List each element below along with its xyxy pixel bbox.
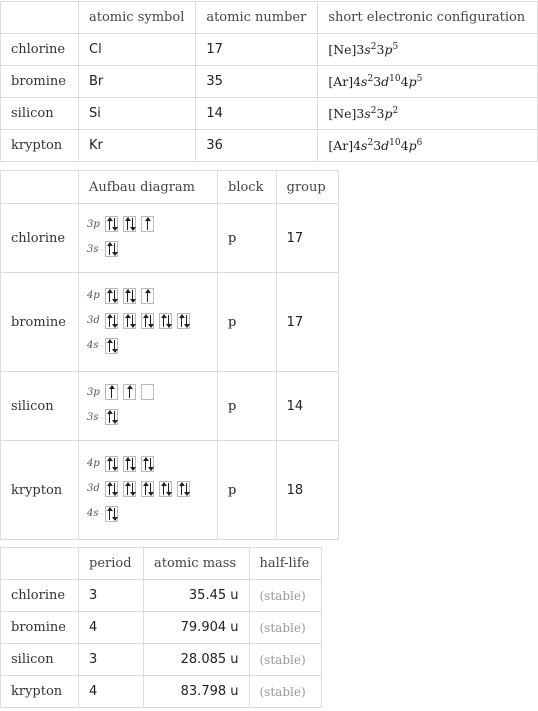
empty-header-cell (1, 171, 79, 204)
orbital-box (105, 216, 118, 232)
subshell-row (87, 286, 209, 305)
table-row (1, 580, 322, 612)
spin-down-arrow-icon (132, 315, 133, 327)
spin-up-arrow-icon (145, 458, 146, 470)
orbital-box (123, 288, 136, 304)
aufbau-diagram (79, 441, 218, 540)
subshell-letter: s (361, 74, 368, 89)
table-row (1, 676, 322, 708)
spin-up-arrow-icon (129, 386, 130, 398)
spin-up-arrow-icon (181, 483, 182, 495)
spin-down-arrow-icon (150, 315, 151, 327)
table-header-row (1, 548, 322, 580)
orbital-box (105, 481, 118, 497)
subshell-letter: d (381, 138, 390, 153)
group-value: 14 (276, 372, 338, 441)
subshell-letter: p (384, 106, 393, 121)
electron-count: 5 (416, 73, 423, 84)
spin-down-arrow-icon (114, 243, 115, 255)
spin-down-arrow-icon (186, 315, 187, 327)
electron-count: 5 (392, 41, 399, 52)
aufbau-diagram (79, 273, 218, 372)
electron-count: 2 (392, 105, 399, 116)
element-name: chlorine (1, 580, 79, 612)
spin-down-arrow-icon (114, 218, 115, 230)
subshell-row (87, 311, 209, 330)
electron-count: 2 (367, 73, 374, 84)
electron-count: 2 (367, 137, 374, 148)
orbital-box (105, 241, 118, 257)
table-row (1, 644, 322, 676)
subshell-label: 3p (87, 386, 100, 398)
atomic-symbol: Kr (79, 130, 196, 162)
subshell-label: 3s (87, 411, 99, 423)
spin-up-arrow-icon (147, 218, 148, 230)
empty-header-cell (1, 2, 79, 34)
element-name: krypton (1, 676, 79, 708)
spin-up-arrow-icon (109, 218, 110, 230)
element-name: chlorine (1, 34, 79, 66)
aufbau-diagram (79, 372, 218, 441)
orbital-box (123, 481, 136, 497)
spin-up-arrow-icon (109, 458, 110, 470)
column-header: atomic mass (144, 548, 250, 580)
orbital-box (105, 409, 118, 425)
spin-up-arrow-icon (127, 458, 128, 470)
subshell-row (87, 454, 209, 473)
subshell-label: 3d (87, 315, 100, 326)
period-value: 3 (79, 644, 144, 676)
spin-down-arrow-icon (168, 315, 169, 327)
electron-count: 10 (389, 73, 401, 84)
orbital-box (159, 313, 172, 329)
orbital-box (141, 456, 154, 472)
block-value: p (218, 204, 277, 273)
spin-up-arrow-icon (127, 290, 128, 302)
spin-up-arrow-icon (181, 315, 182, 327)
orbital-box (141, 288, 154, 304)
orbital-box (105, 506, 118, 522)
spin-down-arrow-icon (132, 290, 133, 302)
subshell-label: 4s (87, 508, 99, 519)
spin-down-arrow-icon (114, 508, 115, 520)
block-value: p (218, 441, 277, 540)
shell-number: 3 (376, 106, 385, 121)
spin-up-arrow-icon (145, 315, 146, 327)
electron-configuration (318, 66, 538, 98)
spin-down-arrow-icon (114, 340, 115, 352)
electron-count: 6 (416, 137, 423, 148)
table-header-row (1, 2, 538, 34)
mass-table (0, 547, 322, 708)
spin-up-arrow-icon (109, 411, 110, 423)
table-header-row (1, 171, 339, 204)
noble-gas-core: [Ne] (328, 42, 357, 57)
period-value: 4 (79, 612, 144, 644)
orbital-box (123, 456, 136, 472)
shell-number: 3 (356, 42, 365, 57)
spin-down-arrow-icon (150, 483, 151, 495)
orbital-box (177, 481, 190, 497)
shell-number: 4 (400, 74, 409, 89)
orbital-box (123, 216, 136, 232)
subshell-label: 4p (87, 458, 100, 469)
group-value: 17 (276, 204, 338, 273)
atomic-symbol: Br (79, 66, 196, 98)
atomic-number: 35 (196, 66, 318, 98)
spin-down-arrow-icon (186, 483, 187, 495)
spin-up-arrow-icon (127, 218, 128, 230)
noble-gas-core: [Ne] (328, 106, 357, 121)
shell-number: 4 (400, 138, 409, 153)
atomic-symbol: Cl (79, 34, 196, 66)
group-value: 18 (276, 441, 338, 540)
spin-up-arrow-icon (109, 315, 110, 327)
spin-up-arrow-icon (163, 483, 164, 495)
orbital-box (141, 481, 154, 497)
subshell-row (87, 408, 209, 427)
atomic-number: 14 (196, 98, 318, 130)
subshell-row (87, 479, 209, 498)
orbital-box (105, 313, 118, 329)
electron-configuration (318, 98, 538, 130)
element-name: bromine (1, 66, 79, 98)
column-header: atomic number (196, 2, 318, 34)
spin-down-arrow-icon (114, 290, 115, 302)
electron-configuration (318, 34, 538, 66)
aufbau-table (0, 170, 339, 540)
half-life-value: (stable) (249, 580, 322, 612)
spin-up-arrow-icon (109, 290, 110, 302)
subshell-letter: s (361, 138, 368, 153)
subshell-row (87, 240, 209, 259)
shell-number: 3 (376, 42, 385, 57)
column-header: Aufbau diagram (79, 171, 218, 204)
spin-up-arrow-icon (163, 315, 164, 327)
element-name: silicon (1, 644, 79, 676)
element-name: krypton (1, 441, 79, 540)
noble-gas-core: [Ar] (328, 74, 354, 89)
column-header: half-life (249, 548, 322, 580)
subshell-label: 3s (87, 243, 99, 255)
table-row (1, 34, 538, 66)
spin-down-arrow-icon (132, 218, 133, 230)
subshell-letter: p (384, 42, 393, 57)
subshell-label: 4p (87, 290, 100, 301)
atomic-symbol: Si (79, 98, 196, 130)
table-row (1, 372, 339, 441)
spin-down-arrow-icon (150, 458, 151, 470)
subshell-letter: p (408, 74, 417, 89)
orbital-box (159, 481, 172, 497)
spin-up-arrow-icon (127, 315, 128, 327)
electron-count: 2 (370, 41, 377, 52)
orbital-box (105, 384, 118, 400)
electron-count: 10 (389, 137, 401, 148)
spin-down-arrow-icon (132, 483, 133, 495)
noble-gas-core: [Ar] (328, 138, 354, 153)
atomic-mass-value: 79.904 u (144, 612, 250, 644)
half-life-value: (stable) (249, 644, 322, 676)
spin-up-arrow-icon (109, 483, 110, 495)
orbital-box (141, 313, 154, 329)
subshell-row (87, 336, 209, 355)
spin-up-arrow-icon (147, 290, 148, 302)
orbital-box (177, 313, 190, 329)
orbital-box (141, 216, 154, 232)
aufbau-diagram (79, 204, 218, 273)
atomic-number: 17 (196, 34, 318, 66)
column-header: short electronic configuration (318, 2, 538, 34)
orbital-box (105, 288, 118, 304)
block-value: p (218, 273, 277, 372)
element-properties-table (0, 1, 538, 162)
element-name: silicon (1, 98, 79, 130)
subshell-label: 4s (87, 340, 99, 351)
spin-down-arrow-icon (114, 315, 115, 327)
orbital-box (105, 338, 118, 354)
atomic-mass-value: 83.798 u (144, 676, 250, 708)
subshell-letter: s (364, 106, 371, 121)
shell-number: 4 (353, 74, 362, 89)
spin-down-arrow-icon (132, 458, 133, 470)
shell-number: 4 (353, 138, 362, 153)
column-header: block (218, 171, 277, 204)
subshell-letter: p (408, 138, 417, 153)
orbital-box (105, 456, 118, 472)
table-row (1, 130, 538, 162)
column-header: atomic symbol (79, 2, 196, 34)
spin-up-arrow-icon (111, 386, 112, 398)
element-name: bromine (1, 612, 79, 644)
spin-down-arrow-icon (114, 483, 115, 495)
orbital-box (123, 313, 136, 329)
spin-up-arrow-icon (145, 483, 146, 495)
spin-up-arrow-icon (127, 483, 128, 495)
element-name: silicon (1, 372, 79, 441)
element-name: chlorine (1, 204, 79, 273)
element-name: bromine (1, 273, 79, 372)
column-header: period (79, 548, 144, 580)
table-row (1, 612, 322, 644)
spin-down-arrow-icon (168, 483, 169, 495)
table-row (1, 204, 339, 273)
period-value: 3 (79, 580, 144, 612)
subshell-letter: d (381, 74, 390, 89)
table-row (1, 66, 538, 98)
atomic-mass-value: 35.45 u (144, 580, 250, 612)
shell-number: 3 (356, 106, 365, 121)
half-life-value: (stable) (249, 676, 322, 708)
electron-count: 2 (370, 105, 377, 116)
atomic-number: 36 (196, 130, 318, 162)
orbital-box (123, 384, 136, 400)
subshell-row (87, 504, 209, 523)
spin-up-arrow-icon (109, 340, 110, 352)
block-value: p (218, 372, 277, 441)
subshell-row (87, 215, 209, 234)
atomic-mass-value: 28.085 u (144, 644, 250, 676)
table-row (1, 273, 339, 372)
element-name: krypton (1, 130, 79, 162)
subshell-row (87, 383, 209, 402)
shell-number: 3 (373, 74, 382, 89)
electron-configuration (318, 130, 538, 162)
empty-header-cell (1, 548, 79, 580)
spin-up-arrow-icon (109, 508, 110, 520)
subshell-label: 3d (87, 483, 100, 494)
shell-number: 3 (373, 138, 382, 153)
table-row (1, 98, 538, 130)
table-row (1, 441, 339, 540)
spin-down-arrow-icon (114, 458, 115, 470)
subshell-label: 3p (87, 218, 100, 230)
group-value: 17 (276, 273, 338, 372)
period-value: 4 (79, 676, 144, 708)
subshell-letter: s (364, 42, 371, 57)
orbital-box (141, 384, 154, 400)
half-life-value: (stable) (249, 612, 322, 644)
spin-down-arrow-icon (114, 411, 115, 423)
spin-up-arrow-icon (109, 243, 110, 255)
column-header: group (276, 171, 338, 204)
